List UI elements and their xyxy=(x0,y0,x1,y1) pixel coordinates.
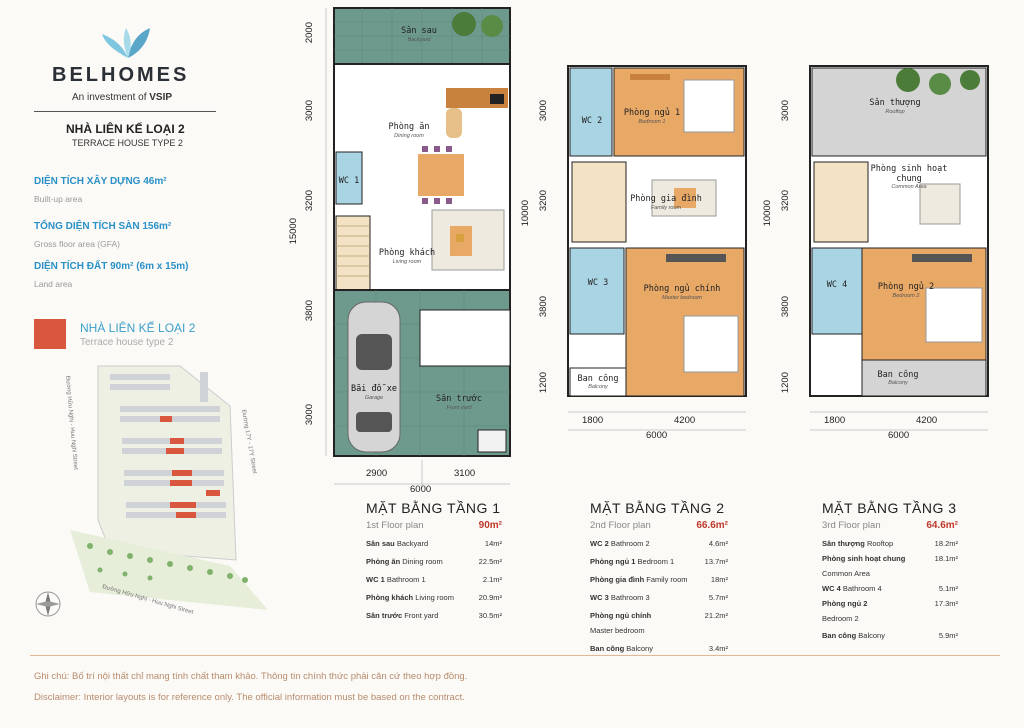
dimension-label: 1800 xyxy=(582,415,604,426)
floor2-table xyxy=(590,500,728,653)
floor3-table xyxy=(822,500,958,640)
floor2-plan xyxy=(520,60,764,445)
room-label: Phòng gia đình xyxy=(630,194,702,204)
table-row: Phòng sinh hoạt chung 18.1m² xyxy=(822,554,958,563)
room-label: Phòng ngủ chính xyxy=(643,284,721,294)
room-label: WC 2 xyxy=(581,116,603,126)
dimension-label: 3100 xyxy=(454,468,476,479)
dimension-label: 3800 xyxy=(304,300,315,322)
floor3-plan xyxy=(762,60,1006,445)
table-row: WC 4 Bathroom 4 5.1m² xyxy=(822,584,958,593)
room-label-en: Living room xyxy=(392,259,422,265)
room-label-en: Master bedroom xyxy=(661,295,703,301)
table-row: Sân thượng Rooftop 18.2m² xyxy=(822,539,958,548)
brand-name: BELHOMES xyxy=(52,64,190,86)
stat-builtup-label: DIỆN TÍCH XÂY DỰNG 46m² xyxy=(34,176,167,187)
note-en: Disclaimer: Interior layouts is for reference only. The official information must be based on the contract. xyxy=(34,692,465,703)
room-label: Phòng sinh hoạt chung xyxy=(870,164,948,184)
room-label-en: Balcony xyxy=(888,380,908,386)
table-row: Ban công Balcony 5.9m² xyxy=(822,631,958,640)
room-label: Ban công xyxy=(877,370,919,380)
room-label: Sân trước xyxy=(435,394,483,404)
footer-divider xyxy=(30,655,1000,656)
dimension-label: 3000 xyxy=(538,100,549,122)
room-label: Sân sau xyxy=(401,26,437,36)
house-type-subtitle: TERRACE HOUSE TYPE 2 xyxy=(72,138,183,148)
plant-icon xyxy=(481,15,503,37)
table-row: Phòng ngủ chính 21.2m² xyxy=(590,611,728,620)
dimension-label: 1200 xyxy=(780,372,791,394)
room-label-en: Common Area xyxy=(891,184,927,190)
table-row: Phòng gia đình Family room 18m² xyxy=(590,575,728,584)
stat-gfa-sub: Gross floor area (GFA) xyxy=(34,239,120,249)
dimension-label: 2000 xyxy=(304,22,315,44)
dimension-label: 3000 xyxy=(304,100,315,122)
room-label: Phòng ngủ 1 xyxy=(623,108,681,118)
stat-gfa-label: TỔNG DIỆN TÍCH SÀN 156m² xyxy=(34,221,172,232)
floor1-table xyxy=(366,500,502,620)
street-label: Đường Hữu Nghị - Huu Nghi Street xyxy=(64,375,79,471)
stat-land-sub: Land area xyxy=(34,279,73,289)
table-row: Master bedroom xyxy=(590,626,645,635)
table-total: 90m² xyxy=(478,520,502,531)
room-label: Bãi đỗ xe xyxy=(350,384,398,394)
room-label-en: Bedroom 1 xyxy=(638,119,666,125)
room-label: WC 4 xyxy=(826,280,848,290)
room-label: Phòng ăn xyxy=(388,122,430,132)
dimension-label: 6000 xyxy=(888,430,910,441)
car-icon xyxy=(348,302,400,452)
room-label: WC 1 xyxy=(338,176,360,186)
legend-swatch xyxy=(34,319,66,349)
legend-subtitle: Terrace house type 2 xyxy=(80,337,174,348)
table-subtitle: 1st Floor plan xyxy=(366,520,424,531)
dimension-label: 10000 xyxy=(520,200,531,227)
table-row: Phòng khách Living room 20.9m² xyxy=(366,593,502,602)
floor1-plan xyxy=(288,4,521,495)
street-label: Đường Hữu Nghị - Huu Nghi Street xyxy=(101,584,194,616)
table-row: Sân sau Backyard 14m² xyxy=(366,539,502,548)
note-vi: Ghi chú: Bố trí nội thất chỉ mang tính chất tham khảo. Thông tin chính thức phải căn cứ theo hợp đồng. xyxy=(34,671,468,682)
table-row: Phòng ngủ 2 17.3m² xyxy=(822,599,958,608)
table-total: 64.6m² xyxy=(926,520,958,531)
dimension-label: 3200 xyxy=(780,190,791,212)
table-row: WC 3 Bathroom 3 5.7m² xyxy=(590,593,728,602)
room-label-en: Garage xyxy=(364,395,384,401)
table-title: MẶT BẰNG TẦNG 3 xyxy=(822,500,957,516)
dimension-label: 3800 xyxy=(538,296,549,318)
room-label-en: Bedroom 2 xyxy=(892,293,920,299)
street-label: Đường 17Y - 17Y Street xyxy=(240,409,258,475)
room-label-en: Backyard xyxy=(407,37,431,43)
dimension-label: 3000 xyxy=(304,404,315,426)
dimension-label: 15000 xyxy=(288,218,299,245)
room-label-en: Dining room xyxy=(394,133,424,139)
brand-tagline: An investment of VSIP xyxy=(72,92,173,103)
stat-builtup-sub: Built-up area xyxy=(34,194,83,204)
dimension-label: 2900 xyxy=(366,468,388,479)
table-row: WC 1 Bathroom 1 2.1m² xyxy=(366,575,502,584)
table-subtitle: 2nd Floor plan xyxy=(590,520,651,531)
table-row: Sân trước Front yard 30.5m² xyxy=(366,611,502,620)
room-label: Sân thượng xyxy=(869,98,921,108)
room-label: Phòng ngủ 2 xyxy=(877,282,935,292)
stat-land-label: DIỆN TÍCH ĐẤT 90m² (6m x 15m) xyxy=(34,261,189,272)
table-row: Bedroom 2 xyxy=(822,614,859,623)
room-label: WC 3 xyxy=(587,278,609,288)
dimension-label: 3200 xyxy=(538,190,549,212)
dimension-label: 10000 xyxy=(762,200,773,227)
plant-icon xyxy=(929,73,951,95)
room-label-en: Balcony xyxy=(588,384,608,390)
dimension-label: 1200 xyxy=(538,372,549,394)
plant-icon xyxy=(960,70,980,90)
table-row: Phòng ngủ 1 Bedroom 1 13.7m² xyxy=(590,557,728,566)
divider xyxy=(34,111,216,112)
table-subtitle: 3rd Floor plan xyxy=(822,520,881,531)
table-row: Ban công Balcony 3.4m² xyxy=(590,644,728,653)
plant-icon xyxy=(896,68,920,92)
room-label-en: Front yard xyxy=(446,405,472,411)
dimension-label: 3000 xyxy=(780,100,791,122)
logo-icon xyxy=(100,26,156,60)
table-total: 66.6m² xyxy=(696,520,728,531)
site-map xyxy=(30,360,270,640)
room-label: Ban công xyxy=(577,374,619,384)
table-row: Phòng ăn Dining room 22.5m² xyxy=(366,557,502,566)
dimension-label: 3200 xyxy=(304,190,315,212)
house-type-title: NHÀ LIÊN KẾ LOẠI 2 xyxy=(66,122,185,136)
compass-icon xyxy=(36,592,60,616)
legend-title: NHÀ LIÊN KẾ LOẠI 2 xyxy=(80,321,196,335)
room-label: Phòng khách xyxy=(378,248,436,258)
dimension-label: 1800 xyxy=(824,415,846,426)
table-title: MẶT BẰNG TẦNG 1 xyxy=(366,500,501,516)
dimension-label: 4200 xyxy=(916,415,938,426)
dimension-label: 6000 xyxy=(410,484,432,495)
table-title: MẶT BẰNG TẦNG 2 xyxy=(590,500,725,516)
dimension-label: 3800 xyxy=(780,296,791,318)
table-row: Common Area xyxy=(822,569,870,578)
dimension-label: 6000 xyxy=(646,430,668,441)
plant-icon xyxy=(452,12,476,36)
dimension-label: 4200 xyxy=(674,415,696,426)
room-label-en: Family room xyxy=(650,205,682,211)
table-row: WC 2 Bathroom 2 4.6m² xyxy=(590,539,728,548)
room-label-en: Rooftop xyxy=(885,109,905,115)
